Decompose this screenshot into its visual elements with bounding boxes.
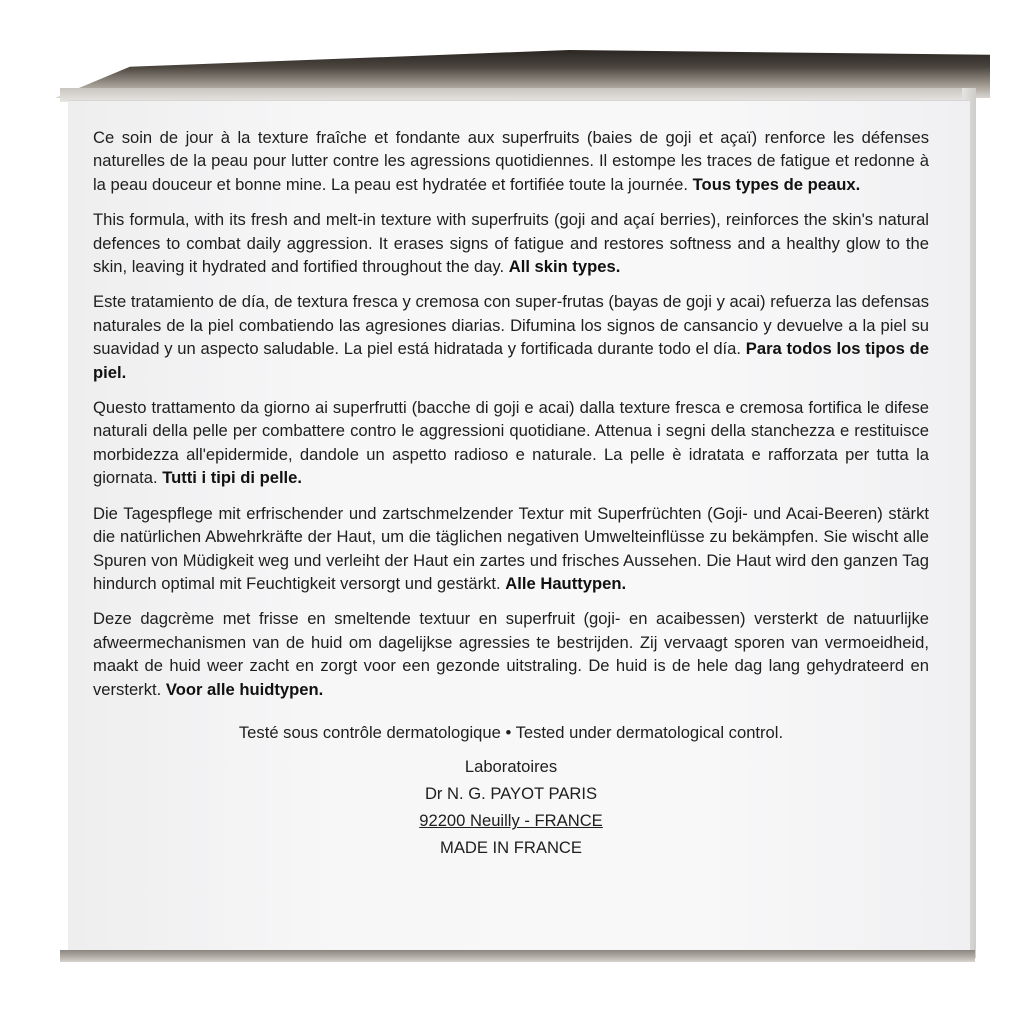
box-bottom-edge: [60, 950, 975, 962]
paragraph-skin-type: All skin types.: [508, 257, 621, 277]
paragraph-text: Deze dagcrème met frisse en smeltende textuur en superfruit (goji- en acaibessen) versterkt de natuurlijke afweermechanismen van de huid om dagelijkse agressies te bestrijden. Zij vervaagt sporen van vermoeidheid, maakt de huid weer zacht en zorgt voor een gezonde uitstraling. De huid is de hele dag lang gehydrateerd en versterkt.: [93, 609, 929, 699]
paragraph-dutch: [93, 607, 929, 701]
address-line-laboratoires: Laboratoires: [464, 757, 558, 777]
paragraph-text: This formula, with its fresh and melt-in texture with superfruits (goji and açaí berries), reinforces the skin's natural defences to combat daily aggression. It erases signs of fatigue and restores softness and a healthy glow to the skin, leaving it hydrated and fortified throughout the day.: [93, 210, 929, 277]
paragraph-skin-type: Tutti i tipi di pelle.: [162, 468, 303, 488]
paragraph-skin-type: Alle Hauttypen.: [505, 573, 627, 593]
paragraph-english: [93, 208, 929, 278]
paragraph-spanish: [93, 290, 929, 384]
paragraph-text: Ce soin de jour à la texture fraîche et fondante aux superfruits (baies de goji et açaï) renforce les défenses naturelles de la peau pour lutter contre les agressions quotidiennes. Il estompe les traces de fatigue et redonne à la peau douceur et bonne mine. La peau est hydratée et fortifiée toute la journée.: [93, 128, 929, 194]
paragraph-text: Este tratamiento de día, de textura fresca y cremosa con super-frutas (bayas de goji y acai) refuerza las defensas naturales de la piel combatiendo las agresiones diarias. Difumina los signos de cansancio y devuelve a la piel su suavidad y un aspecto saludable. La piel está hidratada y fortificada durante todo el día.: [93, 292, 929, 359]
paragraph-text: Die Tagespflege mit erfrischender und zartschmelzender Textur mit Superfrüchten (Goji- und Acai-Beeren) stärkt die natürlichen Abwehrkräfte der Haut, um die täglichen negativen Umwelteinflüsse zu bekämpfen. Sie wischt alle Spuren von Müdigkeit weg und verleiht der Haut ein zartes und frisches Aussehen. Die Haut wird den ganzen Tag hindurch optimal mit Feuchtigkeit versorgt und gestärkt.: [93, 503, 929, 593]
paragraph-german: [93, 502, 929, 596]
address-line-city: 92200 Neuilly - FRANCE: [419, 811, 603, 831]
paragraph-skin-type: Voor alle huidtypen.: [165, 679, 324, 699]
manufacturer-address: [93, 753, 929, 861]
paragraph-french: [93, 126, 929, 196]
dermatological-test-note: Testé sous contrôle dermatologique • Tested under dermatological control.: [238, 722, 784, 742]
paragraph-italian: [93, 396, 929, 490]
paragraph-text: Questo trattamento da giorno ai superfrutti (bacche di goji e acai) dalla texture fresca e cremosa fortifica le difese naturali della pelle per combattere contro le aggressioni quotidiane. Attenua i segni della stanchezza e restituisce morbidezza all'epidermide, dandole un aspetto radioso e naturale. La pelle è idratata e rafforzata per tutta la giornata.: [93, 398, 929, 488]
paragraph-skin-type: Para todos los tipos de piel.: [93, 339, 929, 382]
address-line-origin: MADE IN FRANCE: [440, 838, 582, 858]
product-description: [93, 126, 929, 861]
address-line-company: Dr N. G. PAYOT PARIS: [424, 784, 598, 804]
paragraph-skin-type: Tous types de peaux.: [692, 174, 861, 194]
